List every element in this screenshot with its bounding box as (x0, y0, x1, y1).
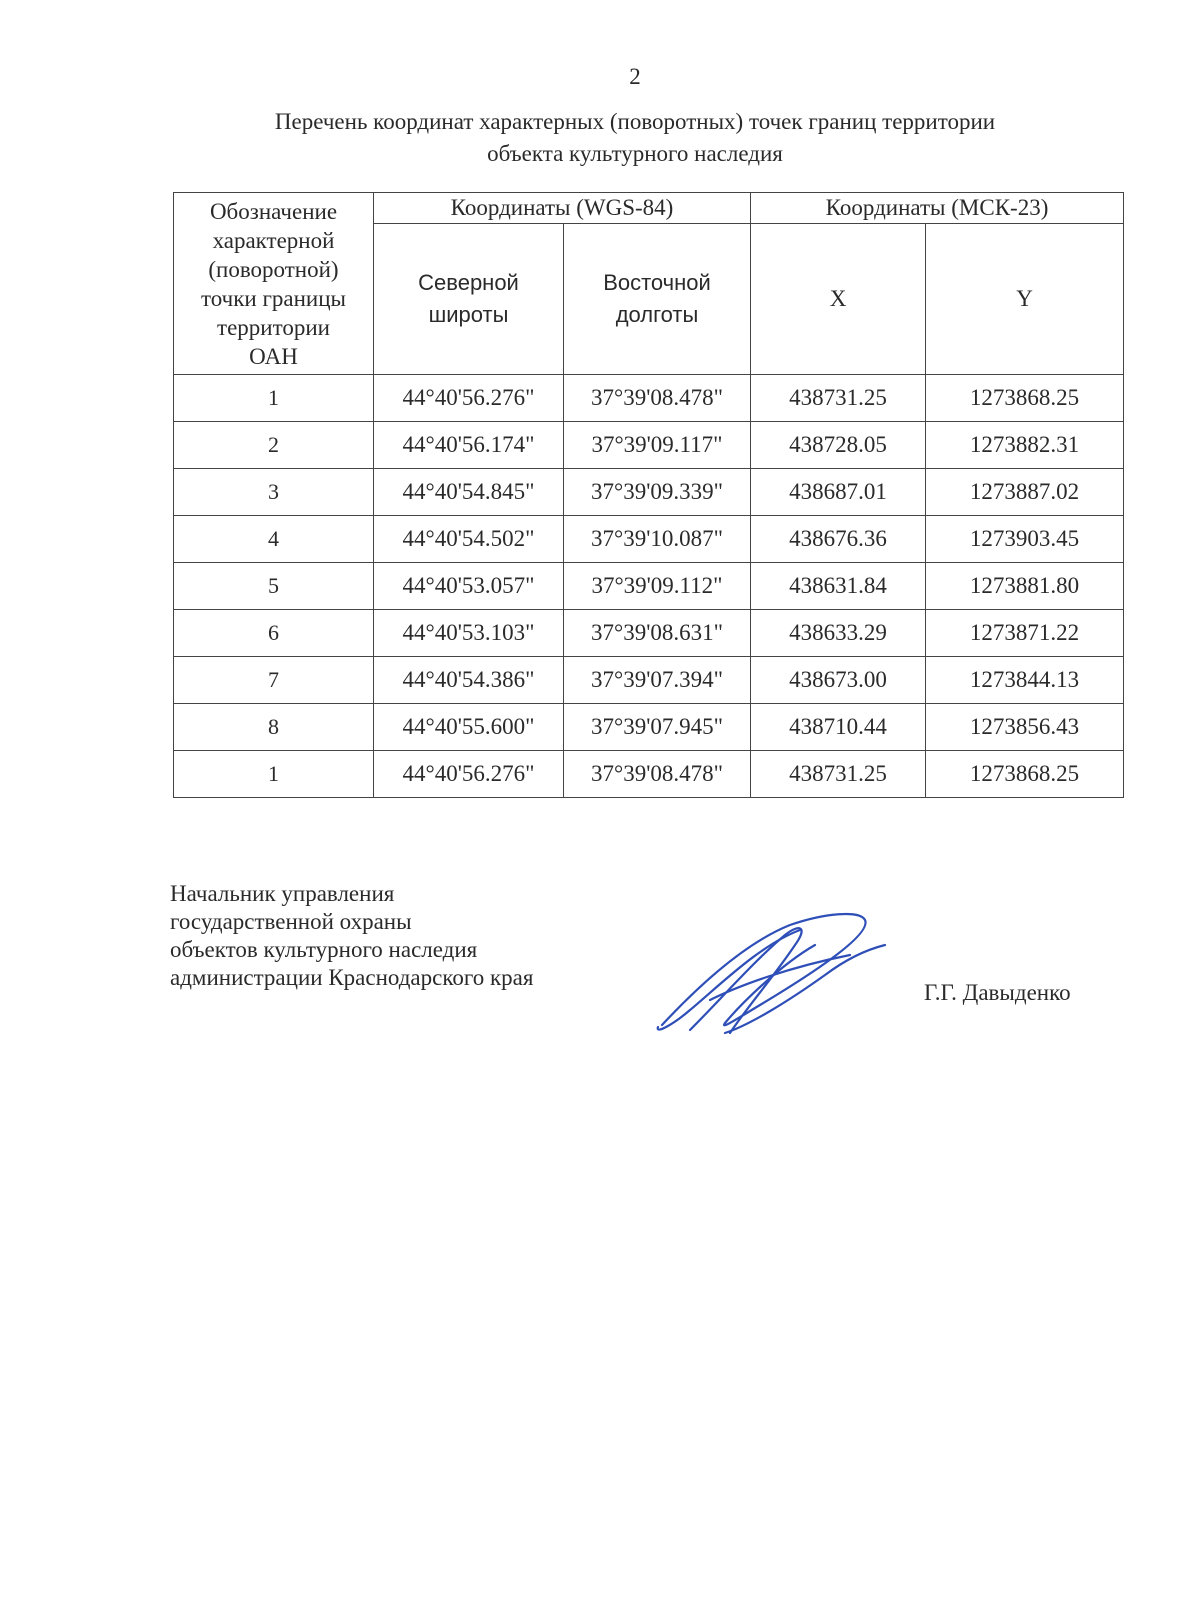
x-cell: 438673.00 (751, 657, 926, 704)
header-point-designation (174, 193, 374, 375)
longitude-cell: 37°39'09.339" (564, 469, 751, 516)
latitude-cell: 44°40'54.845" (374, 469, 564, 516)
header-north-line: широты (428, 302, 509, 327)
y-cell: 1273844.13 (926, 657, 1124, 704)
point-cell: 4 (174, 516, 374, 563)
point-cell: 7 (174, 657, 374, 704)
table-row (174, 469, 1124, 516)
y-cell: 1273882.31 (926, 422, 1124, 469)
latitude-cell: 44°40'55.600" (374, 704, 564, 751)
table-body (174, 375, 1124, 798)
table-row (174, 375, 1124, 422)
table-row (174, 704, 1124, 751)
position-line: администрации Краснодарского края (170, 965, 534, 990)
y-cell: 1273871.22 (926, 610, 1124, 657)
header-msk23: Координаты (МСК-23) (751, 193, 1124, 224)
header-wgs84: Координаты (WGS-84) (374, 193, 751, 224)
title-line-1: Перечень координат характерных (поворотных) точек границ территории (274, 109, 996, 134)
y-cell: 1273887.02 (926, 469, 1124, 516)
table-row (174, 563, 1124, 610)
point-cell: 8 (174, 704, 374, 751)
point-cell: 2 (174, 422, 374, 469)
x-cell: 438633.29 (751, 610, 926, 657)
page-number: 2 (629, 64, 641, 89)
header-y: Y (926, 224, 1124, 375)
point-cell: 1 (174, 751, 374, 798)
table-row (174, 516, 1124, 563)
y-cell: 1273881.80 (926, 563, 1124, 610)
x-cell: 438676.36 (751, 516, 926, 563)
point-cell: 1 (174, 375, 374, 422)
point-cell: 3 (174, 469, 374, 516)
latitude-cell: 44°40'54.386" (374, 657, 564, 704)
header-x: X (751, 224, 926, 375)
table-row (174, 751, 1124, 798)
signatory-position (170, 880, 533, 992)
longitude-cell: 37°39'08.478" (564, 751, 751, 798)
y-cell: 1273868.25 (926, 375, 1124, 422)
header-north-line: Северной (418, 270, 519, 295)
latitude-cell: 44°40'53.057" (374, 563, 564, 610)
point-cell: 6 (174, 610, 374, 657)
longitude-cell: 37°39'08.631" (564, 610, 751, 657)
latitude-cell: 44°40'56.276" (374, 751, 564, 798)
x-cell: 438731.25 (751, 751, 926, 798)
y-cell: 1273856.43 (926, 704, 1124, 751)
longitude-cell: 37°39'07.394" (564, 657, 751, 704)
header-point-line: характерной (212, 227, 335, 253)
header-point-line: ОАН (249, 343, 298, 369)
header-point-line: (поворотной) (208, 256, 339, 282)
header-east-line: долготы (615, 302, 699, 327)
y-cell: 1273868.25 (926, 751, 1124, 798)
title-line-2: объекта культурного наследия (487, 141, 783, 166)
position-line: Начальник управления (170, 881, 395, 906)
signatory-name: Г.Г. Давыденко (924, 980, 1071, 1005)
position-line: объектов культурного наследия (170, 937, 478, 962)
latitude-cell: 44°40'54.502" (374, 516, 564, 563)
document-title (150, 106, 1120, 170)
latitude-cell: 44°40'56.174" (374, 422, 564, 469)
longitude-cell: 37°39'08.478" (564, 375, 751, 422)
header-point-line: точки границы (201, 285, 346, 311)
x-cell: 438731.25 (751, 375, 926, 422)
latitude-cell: 44°40'56.276" (374, 375, 564, 422)
position-line: государственной охраны (170, 909, 412, 934)
header-east-line: Восточной (603, 270, 711, 295)
table-row (174, 422, 1124, 469)
longitude-cell: 37°39'09.112" (564, 563, 751, 610)
handwritten-signature (650, 905, 890, 1045)
table-header-row-1 (174, 193, 1124, 224)
latitude-cell: 44°40'53.103" (374, 610, 564, 657)
longitude-cell: 37°39'09.117" (564, 422, 751, 469)
header-point-line: территории (217, 314, 330, 340)
longitude-cell: 37°39'10.087" (564, 516, 751, 563)
header-east-longitude (564, 224, 751, 375)
coordinates-table (173, 192, 1124, 798)
x-cell: 438631.84 (751, 563, 926, 610)
point-cell: 5 (174, 563, 374, 610)
x-cell: 438687.01 (751, 469, 926, 516)
table-row (174, 657, 1124, 704)
x-cell: 438728.05 (751, 422, 926, 469)
y-cell: 1273903.45 (926, 516, 1124, 563)
longitude-cell: 37°39'07.945" (564, 704, 751, 751)
table-row (174, 610, 1124, 657)
x-cell: 438710.44 (751, 704, 926, 751)
header-point-line: Обозначение (209, 198, 338, 224)
header-north-latitude (374, 224, 564, 375)
